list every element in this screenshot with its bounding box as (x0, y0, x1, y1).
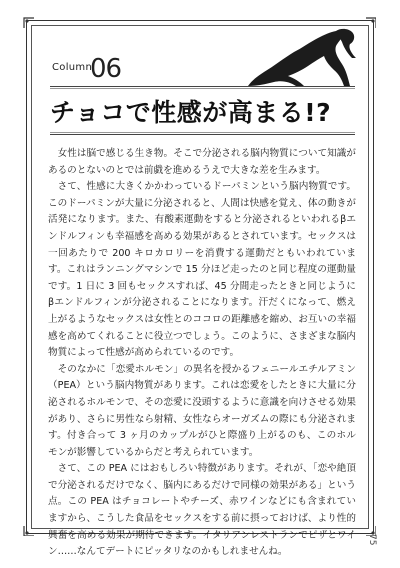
paragraph: そのなかに「恋愛ホルモン」の異名を授かるフェニールエチルアミン（PEA）という脳内物質があります。これは恋愛をしたときに大量に分泌されるホルモンで、その恋愛に没頭するように意識を向けさせる効果があり、さらに男性なら射精、女性ならオーガズムの際にも分泌されます。付き合って 3 ヶ月のカップルがひと際盛り上がるのも、このホルモンが影響しているからだと考えられています。 (48, 363, 356, 458)
page-number: 75 (367, 534, 377, 546)
title-rule-bottom-thin (50, 132, 355, 133)
body-text (48, 146, 356, 561)
page-title: チョコで性感が高まる!? (50, 98, 332, 127)
column-label: Column (52, 62, 93, 73)
title-rule-bottom (50, 134, 355, 135)
paragraph: 女性は脳で感じる生き物。そこで分泌される脳内物質について知識があるのとないのとでは前戯を進めるうえで大きな差を生みます。 (48, 148, 356, 176)
corner-ornament-bottom-left (22, 524, 34, 536)
corner-ornament-top-left (22, 16, 34, 28)
woman-silhouette-illustration (244, 28, 362, 90)
paragraph: さて、性感に大きくかかわっているドーパミンという脳内物質です。このドーパミンが大量に分泌されると、人間は快感を覚え、体の動きが活発になります。また、有酸素運動をすると分泌されるといわれるβエンドルフィンも幸福感を高める効果があるとされています。セックスは一回あたりで 200 キロカロリーを消費する運動だともいわれています。これはランニングマシンで 15 分ほど走ったのと同じ程度の運動量です。1 日に 3 回もセックスすれば、45 分間走ったときと同じようにβエンドルフィンが分泌されることになります。汗だくになって、燃え上がるようなセックスは女性とのココロの距離感を縮め、お互いの幸福感を高めてくれることに役立つでしょう。このように、さまざまな脳内物質によって性感が高められているのです。 (48, 181, 356, 359)
column-number: 06 (90, 54, 122, 84)
paragraph: さて、この PEA にはおもしろい特徴があります。それが、「恋や絶頂で分泌されるだけでなく、脳内にあるだけで同様の効果がある」という点。この PEA はチョコレートやチーズ、赤ワインなどにも含まれていますから、こうした食品をセックスをする前に摂っておけば、より性的興奮を高める効果が期待できます。イタリアンレストランでピザとワイン……なんてデートにピッタリなのかもしれませんね。 (48, 463, 356, 558)
corner-ornament-top-right (364, 16, 376, 28)
title-rule-top-thin (50, 88, 355, 89)
title-rule-top (50, 86, 355, 87)
